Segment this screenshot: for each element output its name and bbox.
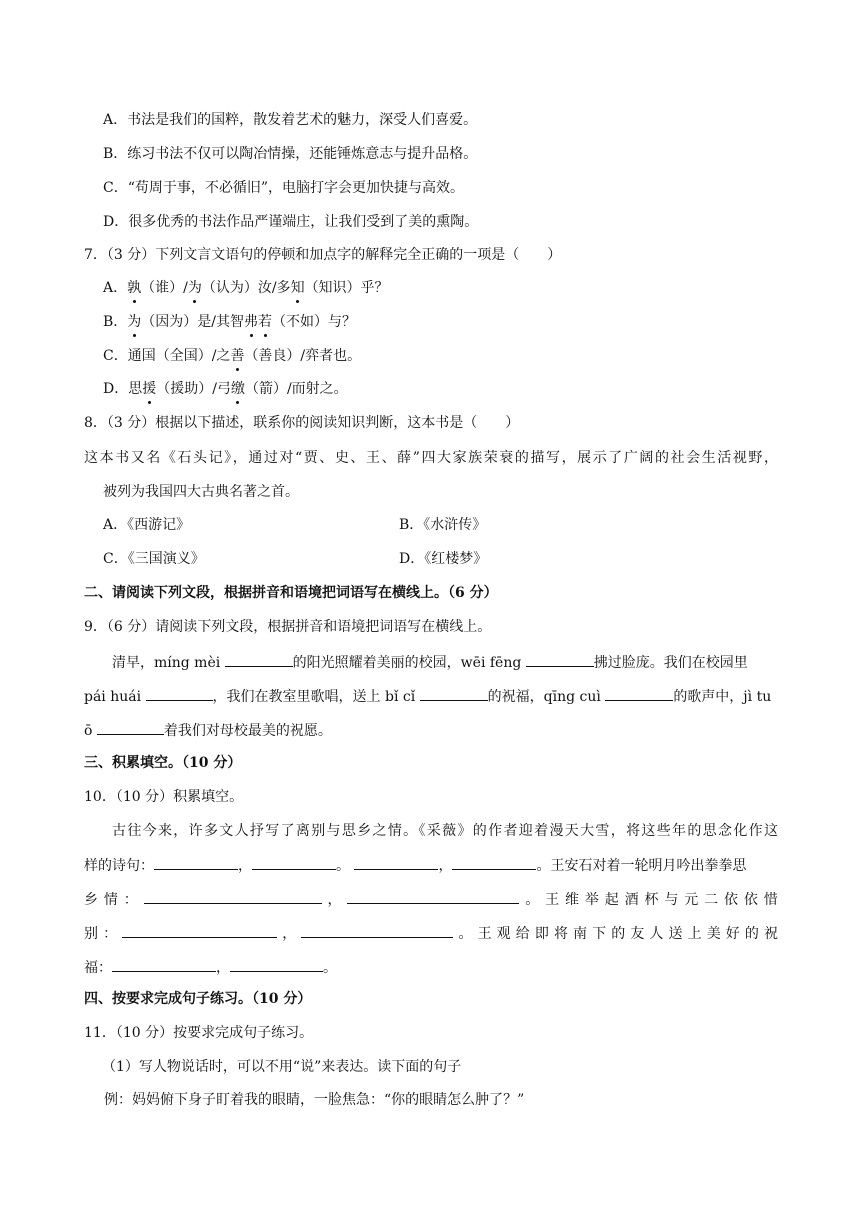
q7-option-b: B．为（因为）是/其智弗若（不如）与？ (103, 314, 357, 330)
q8-option-a: A．《西游记》 (103, 517, 191, 533)
q11-example: 例：妈妈俯下身子盯着我的眼睛，一脸焦急：“你的眼睛怎么肿了？” (104, 1092, 525, 1108)
q8-stem: 8．（3 分）根据以下描述，联系你的阅读知识判断，这本书是（ ） (84, 415, 520, 431)
q7-option-d: D．思援（援助）/弓缴（箭）/而射之。 (103, 381, 348, 397)
blank-10[interactable] (230, 956, 323, 972)
blank-4[interactable] (452, 854, 536, 870)
q9-passage-line2: pái huái ，我们在教室里歌唱，送上 bǐ cǐ 的祝福，qīng cuì 的歌声中，jì tu (84, 685, 771, 707)
blank-7[interactable] (122, 922, 277, 938)
q10-stem: 10．（10 分）积累填空。 (84, 789, 244, 805)
q8-option-d: D．《红楼梦》 (399, 551, 488, 567)
q6-option-a: A．书法是我们的国粹，散发着艺术的魅力，深受人们喜爱。 (103, 112, 478, 128)
q9-passage-line3: ō 着我们对母校最美的祝愿。 (84, 719, 332, 741)
q10-passage-line1: 古往今来，许多文人抒写了离别与思乡之情。《采薇》的作者迎着漫天大雪，将这些年的思念化作这 (112, 823, 778, 839)
dotted-char: 孰 (127, 280, 142, 296)
q8-option-c: C．《三国演义》 (103, 551, 205, 567)
q11-stem: 11．（10 分）按要求完成句子练习。 (84, 1025, 314, 1041)
q7-stem: 7．（3 分）下列文言文语句的停顿和加点字的解释完全正确的一项是（ ） (84, 247, 562, 263)
dotted-char: 为 (127, 314, 142, 330)
dotted-char: 弗 (244, 314, 259, 330)
blank-1[interactable] (154, 854, 238, 870)
blank-mingmei[interactable] (225, 651, 293, 667)
q6-option-d: D．很多优秀的书法作品严谨端庄，让我们受到了美的熏陶。 (103, 214, 479, 230)
blank-2[interactable] (252, 854, 336, 870)
q6-option-b: B．练习书法不仅可以陶冶情操，还能锤炼意志与提升品格。 (103, 146, 478, 162)
blank-bici[interactable] (420, 685, 488, 701)
q6-option-c: C．“苟周于事，不必循旧”，电脑打字会更加快捷与高效。 (103, 180, 465, 196)
q11-sub1: （1）写人物说话时，可以不用“说”来表达。读下面的句子 (102, 1059, 462, 1075)
q10-passage-line2: 样的诗句： ， 。 ， 。王安石对着一轮明月吟出拳拳思 (84, 854, 746, 876)
q8-description-line2: 被列为我国四大古典名著之首。 (103, 484, 299, 500)
q8-description-line1: 这本书又名《石头记》，通过对“贾、史、王、薛”四大家族荣衰的描写，展示了广阔的社会生活视野， (84, 450, 778, 466)
blank-weifeng[interactable] (526, 651, 594, 667)
dotted-char: 援 (142, 381, 157, 397)
q10-passage-line3: 乡 情 ： ， 。 王 维 举 起 酒 杯 与 元 二 依 依 惜 (84, 888, 778, 910)
blank-8[interactable] (301, 922, 453, 938)
section4-heading: 四、按要求完成句子练习。（10 分） (84, 991, 312, 1007)
blank-paihuai[interactable] (146, 685, 213, 701)
blank-9[interactable] (112, 956, 216, 972)
blank-6[interactable] (347, 888, 519, 904)
blank-3[interactable] (354, 854, 438, 870)
blank-qingcui[interactable] (605, 685, 673, 701)
blank-jituo[interactable] (97, 719, 164, 735)
q9-passage-line1: 清早，míng mèi 的阳光照耀着美丽的校园，wēi fēng 拂过脸庞。我们在校园里 (112, 651, 748, 673)
q8-option-b: B．《水浒传》 (399, 517, 487, 533)
section2-heading: 二、请阅读下列文段，根据拼音和语境把词语写在横线上。（6 分） (84, 585, 498, 601)
blank-5[interactable] (144, 888, 322, 904)
q7-option-c: C．通国（全国）/之善（善良）/弈者也。 (103, 348, 362, 364)
section3-heading: 三、积累填空。（10 分） (84, 755, 242, 771)
q9-stem: 9．（6 分）请阅读下列文段，根据拼音和语境把词语写在横线上。 (84, 619, 492, 635)
q10-passage-line5: 福： ， 。 (84, 956, 337, 978)
dotted-char: 缴 (230, 381, 245, 397)
q7-option-a: A．孰（谁）/为（认为）汝/多知（知识）乎？ (103, 280, 389, 296)
dotted-char: 善 (230, 348, 245, 364)
q10-passage-line4: 别 ： ， 。 王 观 给 即 将 南 下 的 友 人 送 上 美 好 的 祝 (84, 922, 778, 944)
dotted-char: 若 (258, 314, 273, 330)
dotted-char: 为 (187, 280, 202, 296)
dotted-char: 知 (290, 280, 305, 296)
